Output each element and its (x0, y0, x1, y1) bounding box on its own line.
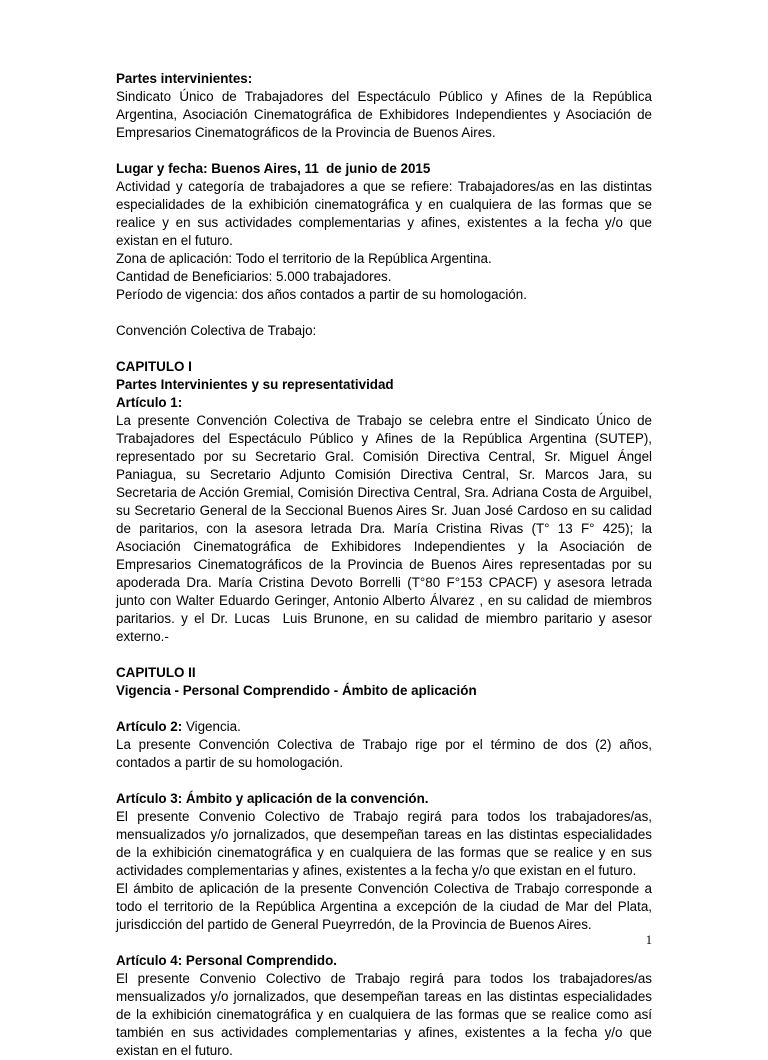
text-column (116, 70, 656, 1060)
place-date-block (116, 160, 656, 304)
chapter-1-subtitle: Partes Intervinientes y su representatividad (116, 377, 394, 392)
article-4-block (116, 952, 656, 1060)
article-4-paragraph: El presente Convenio Colectivo de Trabajo regirá para todos los trabajadores/as mensualizados y/o jornalizados, que desempeñan tareas en las distintas especialidades de la exhibición cinematográfica y en cualquiera de las formas que se realice como así también en sus actividades complementarias y afines, existentes a la fecha y/o que existan en el futuro. (116, 971, 656, 1058)
article-1-paragraph: La presente Convención Colectiva de Trabajo se celebra entre el Sindicato Único de Trabajadores del Espectáculo Público y Afines de la República Argentina (SUTEP), representado por su Secretario Gral. Comisión Directiva Central, Sr. Miguel Ángel Paniagua, su Secretario Adjunto Comisión Directiva Central, Sr. Marcos Jara, su Secretaria de Acción Gremial, Comisión Directiva Central, Sra. Adriana Costa de Arguibel, su Secretario General de la Seccional Buenos Aires Sr. Juan José Cardoso en su calidad de paritarios, con la asesora letrada Dra. María Cristina Rivas (T° 13 F° 425); la Asociación Cinematográfica de Exhibidores Independientes y la Asociación de Empresarios Cinematográficos de la Provincia de Buenos Aires representadas por su apoderada Dra. María Cristina Devoto Borrelli (T°80 F°153 CPACF) y asesora letrada junto con Walter Eduardo Geringer, Antonio Alberto Álvarez , en su calidad de miembros paritarios. y el Dr. Lucas Luis Brunone, en su calidad de miembro paritario y asesor externo.- (116, 413, 656, 644)
article-2-heading: Artículo 2: (116, 719, 183, 734)
chapter-1-title: CAPITULO I (116, 359, 192, 374)
beneficiaries-paragraph: Cantidad de Beneficiarios: 5.000 trabajadores. (116, 269, 392, 284)
article-1-heading: Artículo 1: (116, 395, 183, 410)
page-number: 1 (645, 933, 652, 947)
article-2-paragraph: La presente Convención Colectiva de Trabajo rige por el término de dos (2) años, contados a partir de su homologación. (116, 737, 656, 770)
spacer (116, 646, 652, 664)
article-3-paragraph-1: El presente Convenio Colectivo de Trabajo regirá para todos los trabajadores/as, mensualizados y/o jornalizados, que desempeñan tareas en las distintas especialidades de la exhibición cinematográfica y en cualquiera de las formas que se realice y en sus actividades complementarias y afines, existentes a la fecha y/o que existan en el futuro. (116, 809, 656, 878)
article-2-block (116, 718, 656, 772)
article-4-heading: Artículo 4: Personal Comprendido. (116, 953, 337, 968)
spacer (116, 340, 652, 358)
chapter-2-block (116, 664, 652, 700)
article-3-heading: Artículo 3: Ámbito y aplicación de la convención. (116, 791, 429, 806)
place-date-heading: Lugar y fecha: Buenos Aires, 11 de junio de 2015 (116, 161, 431, 176)
spacer (116, 772, 652, 790)
parties-block (116, 70, 656, 142)
zone-paragraph: Zona de aplicación: Todo el territorio de la República Argentina. (116, 251, 492, 266)
agreement-label: Convención Colectiva de Trabajo: (116, 323, 317, 338)
article-3-paragraph-2: El ámbito de aplicación de la presente Convención Colectiva de Trabajo corresponde a todo el territorio de la República Argentina a excepción de la ciudad de Mar del Plata, jurisdicción del partido de General Pueyrredón, de la Provincia de Buenos Aires. (116, 881, 656, 932)
validity-period-paragraph: Período de vigencia: dos años contados a partir de su homologación. (116, 287, 527, 302)
spacer (116, 700, 652, 718)
spacer (116, 142, 652, 160)
chapter-2-title: CAPITULO II (116, 665, 196, 680)
chapter-2-subtitle: Vigencia - Personal Comprendido - Ámbito de aplicación (116, 683, 477, 698)
chapter-1-block (116, 358, 656, 646)
activity-paragraph: Actividad y categoría de trabajadores a que se refiere: Trabajadores/as en las distintas especialidades de la exhibición cinematográfica y en cualquiera de las formas que se realice y en sus actividades complementarias y afines, existentes a la fecha y/o que existan en el futuro. (116, 179, 656, 248)
article-3-block (116, 790, 656, 934)
article-2-subject: Vigencia. (182, 719, 241, 734)
parties-heading: Partes intervinientes: (116, 71, 253, 86)
spacer (116, 304, 652, 322)
article-2-heading-line (116, 718, 652, 736)
parties-paragraph: Sindicato Único de Trabajadores del Espectáculo Público y Afines de la República Argentina, Asociación Cinematográfica de Exhibidores Independientes y Asociación de Empresarios Cinematográficos de la Provincia de Buenos Aires. (116, 89, 656, 140)
